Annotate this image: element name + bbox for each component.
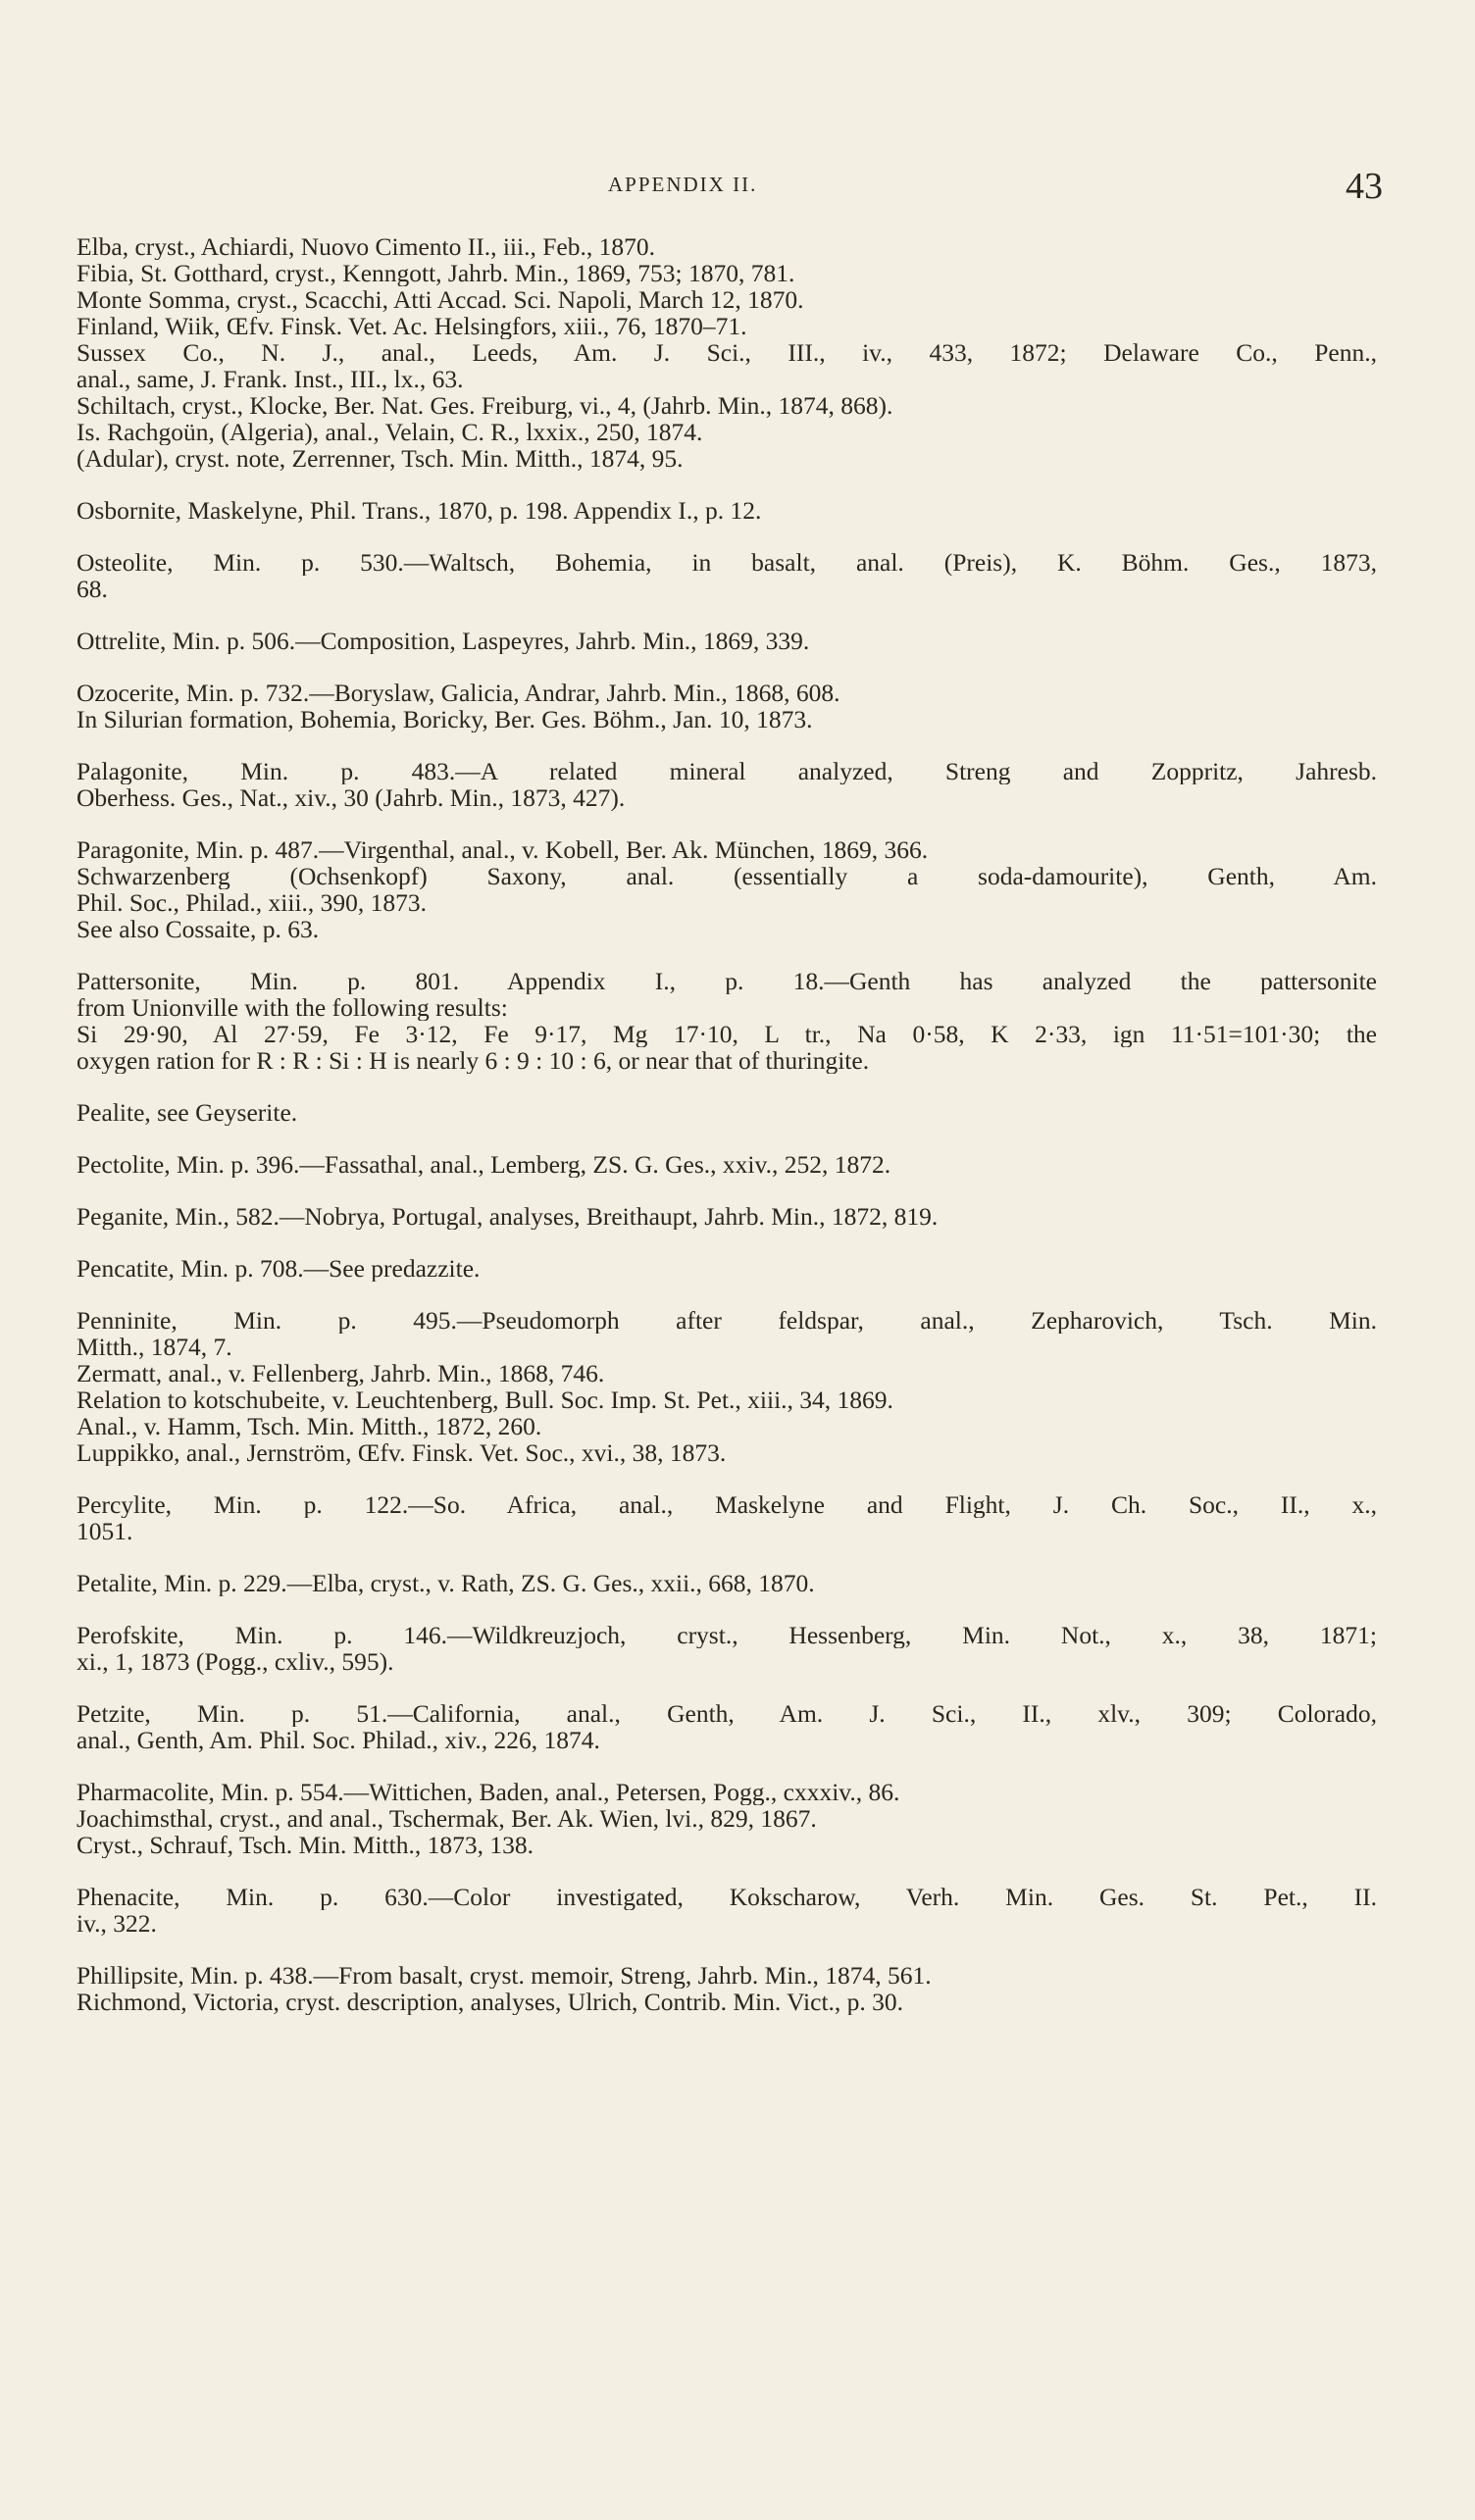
entry-penninite (76, 1307, 1377, 1466)
entry-line: Phenacite, Min. p. 630.—Color investigated, Kokscharow, Verh. Min. Ges. St. Pet., II. (76, 1884, 1377, 1910)
analysis-formula: Si 29·90, Al 27·59, Fe 3·12, Fe 9·17, Mg 17·10, L tr., Na 0·58, K 2·33, ign 11·51=101·30; the (76, 1021, 1377, 1047)
entry-line: from Unionville with the following results: (76, 994, 508, 1021)
entry-line: Pectolite, Min. p. 396.—Fassathal, anal., Lemberg, ZS. G. Ges., xxiv., 252, 1872. (76, 1151, 891, 1178)
entry-line: Elba, cryst., Achiardi, Nuovo Cimento II., iii., Feb., 1870. (76, 233, 655, 260)
page-content (76, 233, 1377, 2041)
entry-line: Pealite, see Geyserite. (76, 1099, 298, 1126)
entry-orthoclase-continuation (76, 233, 1377, 472)
entry-pealite (76, 1099, 1377, 1126)
entry-line: Ozocerite, Min. p. 732.—Boryslaw, Galicia, Andrar, Jahrb. Min., 1868, 608. (76, 680, 840, 706)
entry-line: Fibia, St. Gotthard, cryst., Kenngott, Jahrb. Min., 1869, 753; 1870, 781. (76, 260, 795, 286)
entry-line: Osbornite, Maskelyne, Phil. Trans., 1870, p. 198. Appendix I., p. 12. (76, 497, 762, 524)
entry-line: Finland, Wiik, Œfv. Finsk. Vet. Ac. Helsingfors, xiii., 76, 1870–71. (76, 313, 747, 339)
entry-line: 1051. (76, 1518, 133, 1544)
entry-line: Pharmacolite, Min. p. 554.—Wittichen, Baden, anal., Petersen, Pogg., cxxxiv., 86. (76, 1779, 900, 1805)
entry-line: Perofskite, Min. p. 146.—Wildkreuzjoch, cryst., Hessenberg, Min. Not., x., 38, 1871; (76, 1622, 1377, 1648)
entry-line: Petalite, Min. p. 229.—Elba, cryst., v. Rath, ZS. G. Ges., xxii., 668, 1870. (76, 1570, 815, 1596)
entry-line: Phillipsite, Min. p. 438.—From basalt, cryst. memoir, Streng, Jahrb. Min., 1874, 561. (76, 1962, 932, 1989)
entry-line: Percylite, Min. p. 122.—So. Africa, anal., Maskelyne and Flight, J. Ch. Soc., II., x., (76, 1491, 1377, 1518)
entry-line: Peganite, Min., 582.—Nobrya, Portugal, analyses, Breithaupt, Jahrb. Min., 1872, 819. (76, 1203, 939, 1230)
entry-pharmacolite (76, 1779, 1377, 1858)
entry-line: Oberhess. Ges., Nat., xiv., 30 (Jahrb. Min., 1873, 427). (76, 784, 626, 811)
entry-line: Palagonite, Min. p. 483.—A related mineral analyzed, Streng and Zoppritz, Jahresb. (76, 758, 1377, 784)
entry-line: Phil. Soc., Philad., xiii., 390, 1873. (76, 889, 428, 916)
entry-line: Ottrelite, Min. p. 506.—Composition, Laspeyres, Jahrb. Min., 1869, 339. (76, 628, 810, 654)
entry-line: Schwarzenberg (Ochsenkopf) Saxony, anal. (essentially a soda-damourite), Genth, Am. (76, 863, 1377, 889)
entry-paragonite (76, 836, 1377, 942)
entry-petalite (76, 1570, 1377, 1596)
entry-line: Zermatt, anal., v. Fellenberg, Jahrb. Min., 1868, 746. (76, 1360, 605, 1386)
entry-perofskite (76, 1622, 1377, 1675)
entry-peganite (76, 1203, 1377, 1230)
entry-line: Relation to kotschubeite, v. Leuchtenberg, Bull. Soc. Imp. St. Pet., xiii., 34, 1869. (76, 1386, 893, 1413)
page-number: 43 (1346, 166, 1383, 207)
entry-line: oxygen ration for R : R : Si : H is nearly 6 : 9 : 10 : 6, or near that of thuringite. (76, 1047, 870, 1074)
entry-line: 68. (76, 576, 108, 602)
entry-percylite (76, 1491, 1377, 1544)
entry-pencatite (76, 1255, 1377, 1282)
entry-line: Schiltach, cryst., Klocke, Ber. Nat. Ges. Freiburg, vi., 4, (Jahrb. Min., 1874, 868). (76, 392, 893, 419)
entry-osbornite (76, 497, 1377, 524)
entry-line: Monte Somma, cryst., Scacchi, Atti Accad. Sci. Napoli, March 12, 1870. (76, 286, 804, 313)
entry-line: Joachimsthal, cryst., and anal., Tschermak, Ber. Ak. Wien, lvi., 829, 1867. (76, 1805, 817, 1832)
entry-ottrelite (76, 628, 1377, 654)
entry-osteolite (76, 549, 1377, 602)
entry-line: Is. Rachgoün, (Algeria), anal., Velain, C. R., lxxix., 250, 1874. (76, 419, 703, 445)
entry-line: In Silurian formation, Bohemia, Boricky, Ber. Ges. Böhm., Jan. 10, 1873. (76, 706, 813, 732)
entry-phillipsite (76, 1962, 1377, 2015)
entry-line: anal., same, J. Frank. Inst., III., lx., 63. (76, 366, 464, 392)
entry-line: Cryst., Schrauf, Tsch. Min. Mitth., 1873, 138. (76, 1832, 534, 1858)
entry-line: Osteolite, Min. p. 530.—Waltsch, Bohemia, in basalt, anal. (Preis), K. Böhm. Ges., 1873, (76, 549, 1377, 576)
entry-petzite (76, 1700, 1377, 1753)
entry-pattersonite (76, 968, 1377, 1074)
entry-line: Penninite, Min. p. 495.—Pseudomorph after feldspar, anal., Zepharovich, Tsch. Min. (76, 1307, 1377, 1334)
entry-line: Richmond, Victoria, cryst. description, analyses, Ulrich, Contrib. Min. Vict., p. 30. (76, 1989, 904, 2015)
entry-line: anal., Genth, Am. Phil. Soc. Philad., xiv., 226, 1874. (76, 1727, 600, 1753)
running-title: APPENDIX II. (608, 173, 758, 196)
entry-line: Anal., v. Hamm, Tsch. Min. Mitth., 1872, 260. (76, 1413, 542, 1439)
entry-line: (Adular), cryst. note, Zerrenner, Tsch. Min. Mitth., 1874, 95. (76, 445, 684, 472)
entry-line: Petzite, Min. p. 51.—California, anal., Genth, Am. J. Sci., II., xlv., 309; Colorado, (76, 1700, 1377, 1727)
entry-line: Paragonite, Min. p. 487.—Virgenthal, anal., v. Kobell, Ber. Ak. München, 1869, 366. (76, 836, 929, 863)
entry-line: Pencatite, Min. p. 708.—See predazzite. (76, 1255, 481, 1282)
entry-palagonite (76, 758, 1377, 811)
entry-line: See also Cossaite, p. 63. (76, 916, 320, 942)
entry-phenacite (76, 1884, 1377, 1937)
entry-line: iv., 322. (76, 1910, 157, 1937)
entry-line: Luppikko, anal., Jernström, Œfv. Finsk. Vet. Soc., xvi., 38, 1873. (76, 1439, 727, 1466)
entry-pectolite (76, 1151, 1377, 1178)
entry-line: Sussex Co., N. J., anal., Leeds, Am. J. Sci., III., iv., 433, 1872; Delaware Co., Penn., (76, 339, 1377, 366)
entry-line: Mitth., 1874, 7. (76, 1334, 232, 1360)
entry-line: xi., 1, 1873 (Pogg., cxliv., 595). (76, 1648, 394, 1675)
page-header (0, 165, 1475, 207)
entry-ozocerite (76, 680, 1377, 732)
entry-line: Pattersonite, Min. p. 801. Appendix I., p. 18.—Genth has analyzed the pattersonite (76, 968, 1377, 994)
